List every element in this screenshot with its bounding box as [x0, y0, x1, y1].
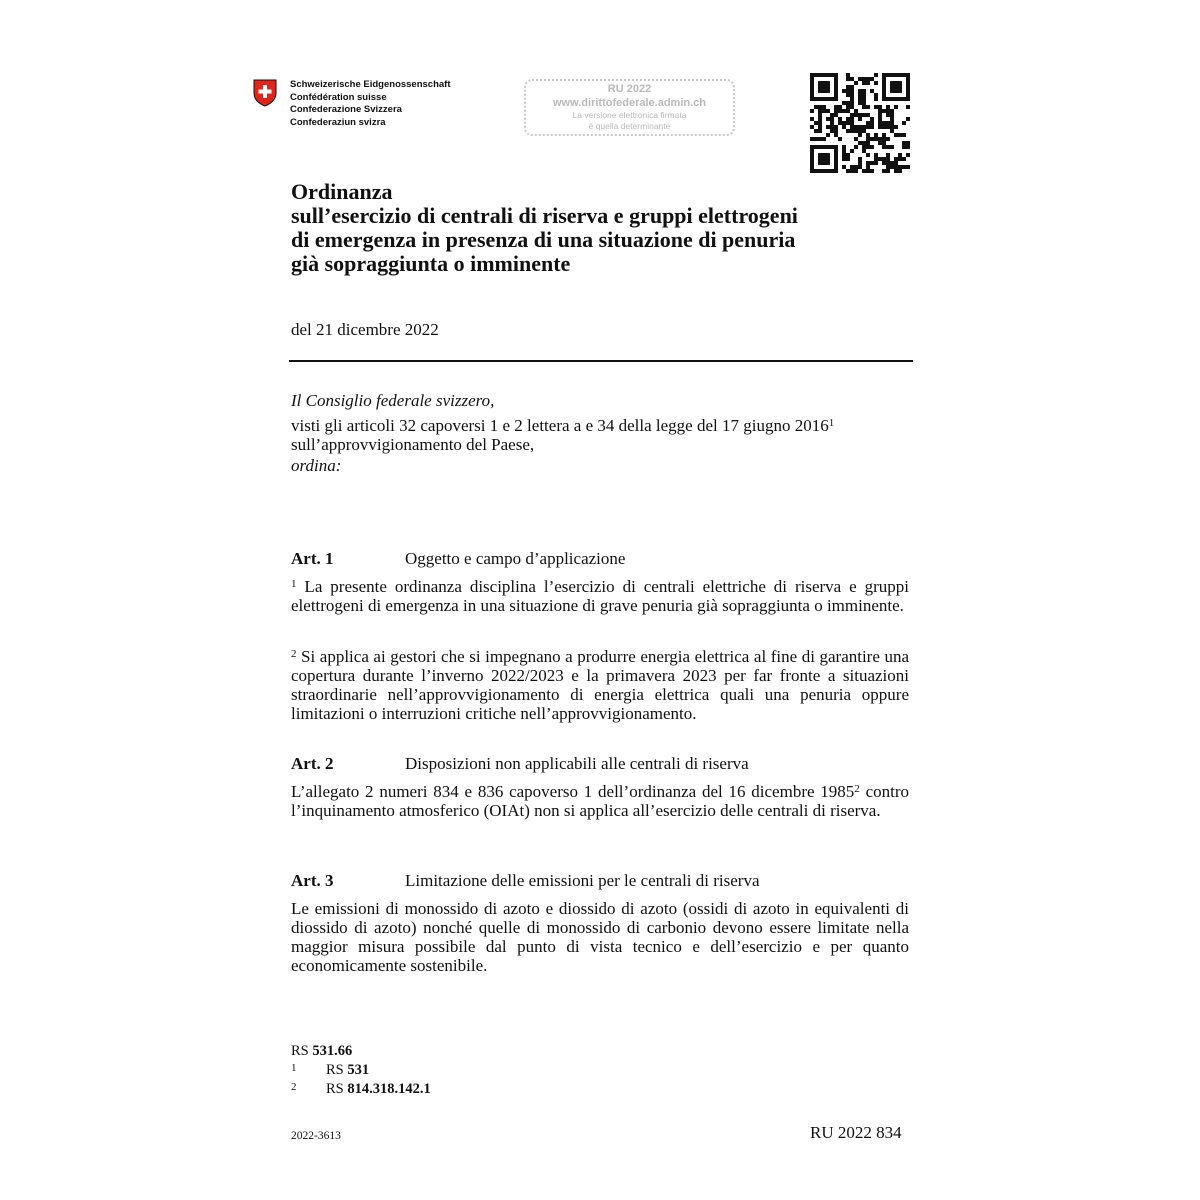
agency-line-rm: Confederaziun svizra — [290, 116, 386, 128]
article-1-paragraph-2: $^2$ Si applica ai gestori che si impegnano a produrre energia elettrica al fine di garantire una copertura durante l’inverno 2022/2023 e la primavera 2023 per far fronte a situazioni straordinarie nell’approvvigionamento di energia elettrica quali una penuria oppure limitazioni o interruzioni critiche nell’approvvigionamento. — [291, 647, 909, 723]
stamp-ru: RU 2022 — [607, 83, 652, 95]
title-line-2: sull’esercizio di centrali di riserva e gruppi elettrogeni — [291, 203, 798, 228]
swiss-shield-icon — [253, 79, 277, 107]
preamble-basis: visti gli articoli 32 capoversi 1 e 2 lettera a e 34 della legge del 17 giugno 2016$^1$ sull’approvvigionamento del Paese, — [291, 416, 835, 454]
stamp-url: www.dirittofederale.admin.ch — [552, 97, 706, 109]
footnote-ref-2[interactable]: 2 — [854, 783, 860, 795]
title-line-1: Ordinanza — [291, 179, 393, 204]
rs-number: RS 531.66 — [291, 1043, 353, 1059]
article-3-heading — [291, 871, 760, 891]
preamble-decree: ordina: — [291, 456, 342, 475]
paragraph-mark: 1 — [291, 578, 297, 590]
preamble-authority: Il Consiglio federale svizzero, — [291, 391, 495, 410]
electronic-version-stamp — [524, 79, 735, 136]
article-title: Limitazione delle emissioni per le centrali di riserva — [405, 871, 760, 890]
page-reference: RU 2022 834 — [810, 1123, 902, 1142]
agency-line-it: Confederazione Svizzera — [290, 104, 402, 115]
footnote-2: 2 RS 814.318.142.1 — [291, 1081, 431, 1097]
article-2-heading — [291, 754, 749, 774]
article-number: Art. 1 — [291, 549, 334, 568]
preamble — [291, 391, 911, 475]
agency-line-fr: Confédération suisse — [290, 91, 387, 103]
article-3-paragraph: Le emissioni di monossido di azoto e diossido di azoto (ossidi di azoto in equivalenti di diossido di azoto) nonché quelle di monossido di carbonio devono essere limitate nella maggior misura possibile dal punto di vista tecnico e dell’esercizio e per quanto economicamente sostenibile. — [291, 899, 909, 975]
paragraph-mark: 2 — [291, 648, 297, 660]
title-line-3: di emergenza in presenza di una situazione di penuria — [291, 227, 796, 252]
agency-name-block — [290, 79, 451, 129]
article-title: Oggetto e campo d’applicazione — [405, 549, 626, 568]
article-number: Art. 2 — [291, 754, 334, 773]
stamp-note-1: La versione elettronica firmata — [572, 110, 687, 120]
article-1-paragraph-1: $^1$ La presente ordinanza disciplina l’esercizio di centrali elettriche di riserva e gruppi elettrogeni di emergenza in una situazione di grave penuria già sopraggiunta o imminente. — [291, 577, 909, 615]
stamp-note-2: è quella determinante — [588, 120, 671, 131]
footnote-1: 1 RS 531 — [291, 1062, 370, 1078]
footnote-ref-1[interactable]: 1 — [828, 417, 835, 429]
footnotes — [291, 1043, 431, 1098]
title-divider — [289, 360, 913, 362]
title-line-4: già sopraggiunta o imminente — [291, 251, 571, 276]
article-number: Art. 3 — [291, 871, 334, 890]
article-2-paragraph: L’allegato 2 numeri 834 e 836 capoverso 1 dell’ordinanza del 16 dicembre 1985$^2$ contro l’inquinamento atmosferico (OIAt) non si applica all’esercizio delle centrali di riserva. — [291, 782, 909, 820]
ordinance-date: del 21 dicembre 2022 — [291, 320, 439, 339]
page-title — [291, 180, 798, 276]
article-title: Disposizioni non applicabili alle centrali di riserva — [405, 754, 749, 773]
article-1-heading — [291, 549, 625, 569]
qr-code-icon — [810, 73, 910, 173]
agency-line-de: Schweizerische Eidgenossenschaft — [290, 79, 451, 90]
document-id: 2022-3613 — [291, 1130, 341, 1142]
